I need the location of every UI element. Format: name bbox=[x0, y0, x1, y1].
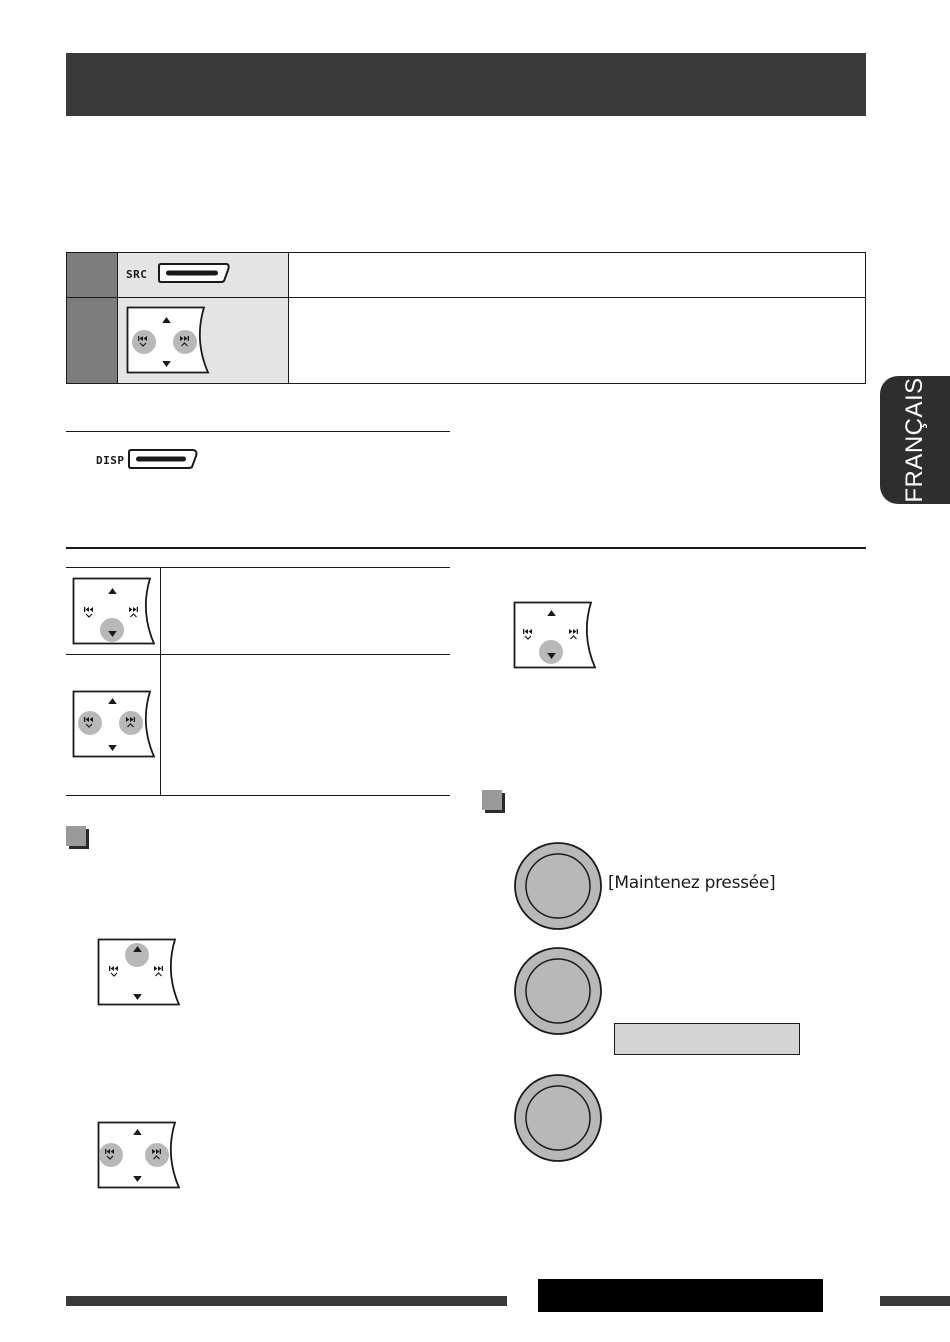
control-cell bbox=[118, 298, 289, 383]
header-bar bbox=[66, 53, 866, 116]
section-marker-right bbox=[482, 790, 502, 810]
footer-bar-left bbox=[66, 1296, 507, 1306]
control-pad-up[interactable] bbox=[97, 938, 181, 1006]
control-table bbox=[66, 567, 450, 796]
control-pad-prev-next-lower[interactable] bbox=[97, 1121, 181, 1189]
control-dial-1[interactable] bbox=[513, 841, 603, 931]
control-cell bbox=[118, 253, 289, 297]
next-highlight bbox=[145, 1143, 169, 1167]
language-tab bbox=[880, 376, 950, 504]
step-number-cell bbox=[67, 253, 118, 297]
step-number-cell bbox=[67, 298, 118, 383]
footer-bar-right bbox=[880, 1296, 950, 1306]
control-pad-prev-next[interactable] bbox=[72, 690, 156, 758]
table-column-divider bbox=[160, 568, 161, 795]
src-label: SRC bbox=[126, 268, 148, 281]
disp-label: DISP bbox=[96, 454, 125, 467]
down-highlight bbox=[100, 618, 124, 642]
step-table bbox=[66, 252, 866, 384]
prev-highlight bbox=[99, 1143, 123, 1167]
next-highlight bbox=[173, 330, 197, 354]
control-pad[interactable] bbox=[126, 306, 210, 374]
control-pad-down[interactable] bbox=[72, 577, 156, 645]
src-button[interactable] bbox=[158, 262, 230, 284]
hold-instruction: [Maintenez pressée] bbox=[608, 873, 776, 893]
step-row-2 bbox=[67, 298, 865, 383]
table-row-divider bbox=[66, 654, 450, 655]
prev-highlight bbox=[132, 330, 156, 354]
control-dial-3[interactable] bbox=[513, 1073, 603, 1163]
prev-highlight bbox=[78, 711, 102, 735]
control-dial-2[interactable] bbox=[513, 946, 603, 1036]
section-divider bbox=[66, 547, 866, 549]
language-tab-label: FRANÇAIS bbox=[901, 377, 928, 503]
step-row-1 bbox=[67, 253, 865, 298]
display-box bbox=[614, 1023, 800, 1055]
down-highlight bbox=[539, 640, 563, 664]
section-marker-left bbox=[66, 826, 86, 846]
footer-page-box bbox=[538, 1279, 823, 1312]
section-rule bbox=[66, 431, 450, 432]
disp-button[interactable] bbox=[128, 448, 200, 470]
next-highlight bbox=[119, 711, 143, 735]
control-pad-down-right[interactable] bbox=[513, 601, 597, 669]
up-highlight bbox=[125, 943, 149, 967]
